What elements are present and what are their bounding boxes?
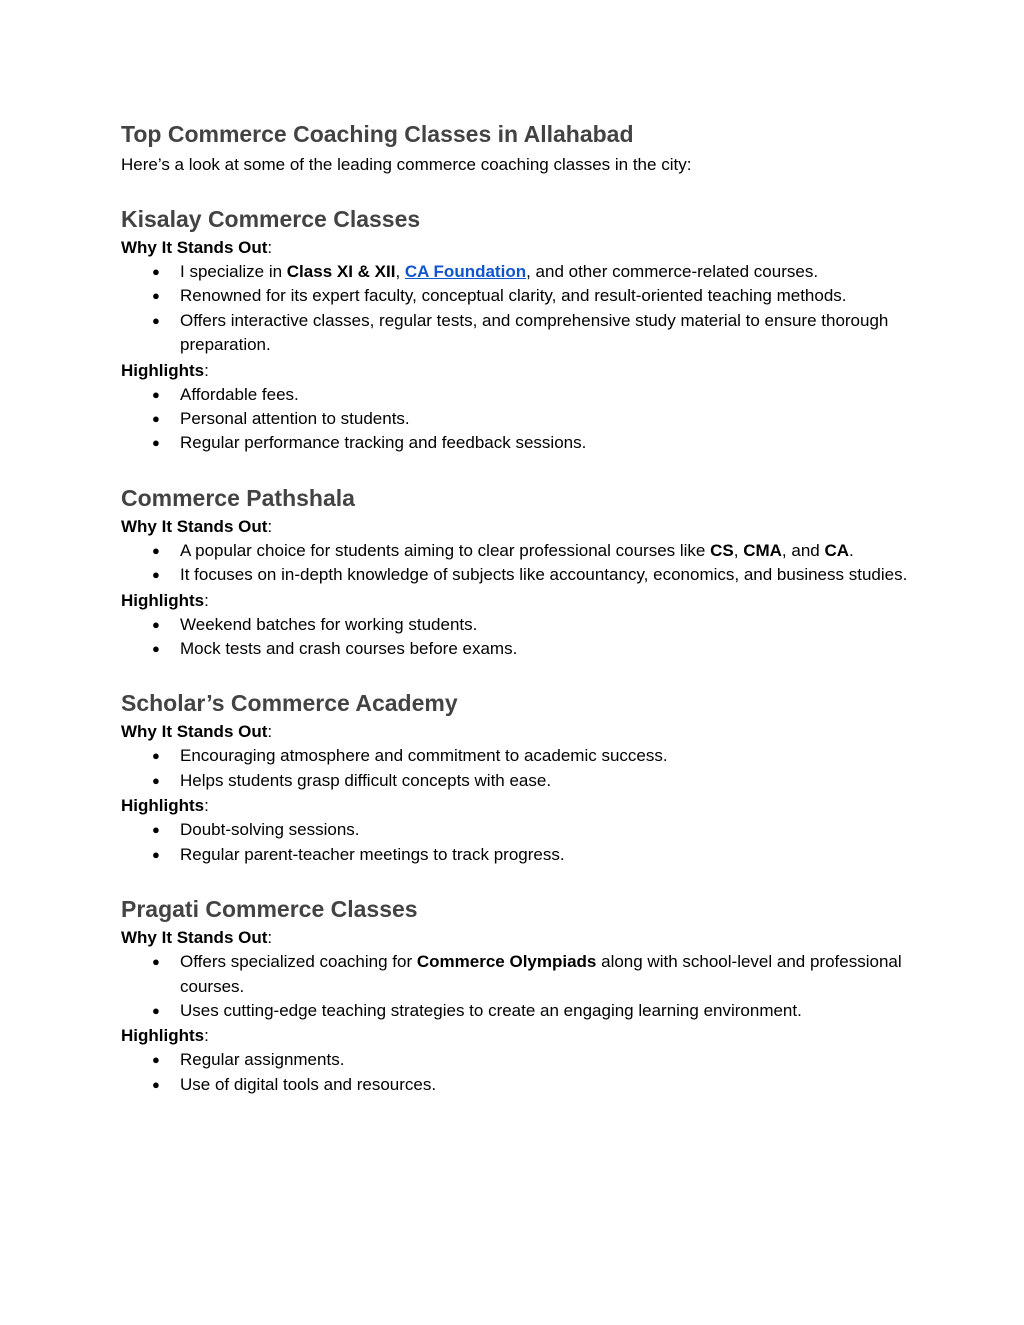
bullet-icon: ●: [152, 264, 160, 279]
bullet-icon: ●: [152, 822, 160, 838]
item-text: Mock tests and crash courses before exams.: [180, 639, 518, 659]
label-text: Why It Stands Out: [121, 722, 268, 742]
sections-container: [121, 203, 921, 1097]
list-item: [121, 1048, 921, 1072]
why-list: [121, 539, 921, 588]
list-item: [121, 260, 921, 284]
item-text: A popular choice for students aiming to clear professional courses like: [180, 540, 711, 560]
label-colon: :: [204, 360, 209, 380]
item-text: Doubt-solving sessions.: [180, 820, 360, 840]
why-list: [121, 744, 921, 793]
why-it-stands-out-label: [121, 515, 921, 539]
list-item: [121, 843, 921, 867]
highlights-label: [121, 359, 921, 383]
item-text: along with school-level and professional courses.: [180, 952, 902, 996]
section-pragati-commerce-classes: [121, 893, 921, 1097]
item-text: Encouraging atmosphere and commitment to academic success.: [180, 746, 668, 766]
item-text: Regular performance tracking and feedback sessions.: [180, 433, 587, 453]
page-title: Top Commerce Coaching Classes in Allahabad: [121, 121, 634, 147]
bullet-icon: ●: [152, 288, 160, 304]
why-it-stands-out-label: [121, 720, 921, 744]
list-item: [121, 769, 921, 793]
label-text: Highlights: [121, 590, 205, 610]
label-text: Highlights: [121, 1026, 205, 1046]
highlights-list: [121, 613, 921, 662]
label-colon: :: [267, 516, 273, 536]
list-item: [121, 1073, 921, 1097]
section-commerce-pathshala: [121, 482, 921, 662]
bullet-icon: ●: [152, 748, 160, 764]
list-item: [121, 284, 921, 308]
list-item: [121, 383, 921, 407]
section-heading: Pragati Commerce Classes: [121, 896, 418, 923]
why-list: [121, 260, 921, 358]
bullet-icon: ●: [152, 567, 160, 583]
bold-text: Class XI & XII: [286, 262, 396, 281]
section-heading: Commerce Pathshala: [121, 484, 355, 511]
bullet-icon: ●: [152, 1002, 160, 1018]
item-text: Helps students grasp difficult concepts with ease.: [180, 770, 552, 790]
item-text: , and other commerce-related courses.: [526, 262, 819, 281]
label-colon: :: [267, 722, 273, 742]
list-item: [121, 613, 921, 637]
list-item: [121, 431, 921, 455]
highlights-list: [121, 818, 921, 867]
label-colon: :: [267, 238, 273, 257]
bullet-icon: ●: [152, 846, 160, 862]
list-item: [121, 818, 921, 842]
list-item: [121, 999, 921, 1023]
item-text: Regular assignments.: [180, 1050, 345, 1070]
label-colon: :: [204, 1026, 209, 1046]
intro-paragraph: Here’s a look at some of the leading commerce coaching classes in the city:: [121, 155, 692, 174]
why-it-stands-out-label: [121, 236, 921, 260]
section-scholar-s-commerce-academy: [121, 687, 921, 867]
label-text: Highlights: [121, 360, 205, 380]
item-text: Use of digital tools and resources.: [180, 1074, 437, 1094]
document-body: [121, 118, 921, 1097]
list-item: [121, 309, 921, 358]
list-item: [121, 539, 921, 563]
list-item: [121, 407, 921, 431]
item-text: Affordable fees.: [180, 384, 299, 404]
item-text: I specialize in: [180, 262, 287, 281]
bold-text: CA: [824, 540, 850, 560]
bullet-icon: ●: [152, 312, 160, 328]
item-text: Regular parent-teacher meetings to track progress.: [180, 844, 565, 864]
section-heading: Kisalay Commerce Classes: [121, 206, 421, 232]
label-colon: :: [267, 928, 273, 948]
highlights-list: [121, 1048, 921, 1097]
item-text: Offers interactive classes, regular tests, and comprehensive study material to ensure thorough preparation.: [180, 310, 889, 355]
bullet-icon: ●: [152, 641, 160, 657]
item-text: ,: [395, 262, 405, 281]
label-colon: :: [204, 590, 209, 610]
item-text: Personal attention to students.: [180, 409, 410, 429]
item-text: ,: [733, 540, 744, 560]
bullet-icon: ●: [152, 1076, 160, 1092]
item-text: Renowned for its expert faculty, conceptual clarity, and result-oriented teaching methods.: [180, 286, 847, 306]
why-it-stands-out-label: [121, 926, 921, 950]
highlights-label: [121, 794, 921, 818]
bullet-icon: ●: [152, 411, 160, 427]
bold-text: CMA: [743, 540, 782, 560]
item-text: Offers specialized coaching for: [180, 952, 417, 972]
section-kisalay-commerce-classes: [121, 203, 921, 456]
list-item: [121, 637, 921, 661]
section-heading: Scholar’s Commerce Academy: [121, 690, 458, 717]
bold-text: Commerce Olympiads: [416, 952, 597, 972]
bullet-icon: ●: [152, 772, 160, 788]
bullet-icon: ●: [152, 954, 160, 970]
item-text: .: [849, 540, 854, 560]
label-text: Why It Stands Out: [121, 516, 268, 536]
label-colon: :: [204, 796, 209, 816]
highlights-label: [121, 1024, 921, 1048]
label-text: Why It Stands Out: [121, 928, 268, 948]
label-text: Why It Stands Out: [121, 238, 268, 257]
link-ca-foundation[interactable]: CA Foundation: [404, 262, 527, 281]
list-item: [121, 950, 921, 999]
item-text: Uses cutting-edge teaching strategies to create an engaging learning environment.: [180, 1000, 802, 1020]
why-list: [121, 950, 921, 1023]
label-text: Highlights: [121, 796, 205, 816]
bullet-icon: ●: [152, 1052, 160, 1068]
bullet-icon: ●: [152, 435, 160, 451]
list-item: [121, 563, 921, 587]
bullet-icon: ●: [152, 386, 160, 402]
item-text: , and: [781, 540, 825, 560]
bold-text: CS: [710, 540, 734, 560]
list-item: [121, 744, 921, 768]
bullet-icon: ●: [152, 542, 160, 558]
highlights-label: [121, 589, 921, 613]
item-text: Weekend batches for working students.: [180, 614, 478, 634]
item-text: It focuses on in-depth knowledge of subjects like accountancy, economics, and business studies.: [180, 565, 908, 585]
highlights-list: [121, 383, 921, 456]
bullet-icon: ●: [152, 616, 160, 632]
